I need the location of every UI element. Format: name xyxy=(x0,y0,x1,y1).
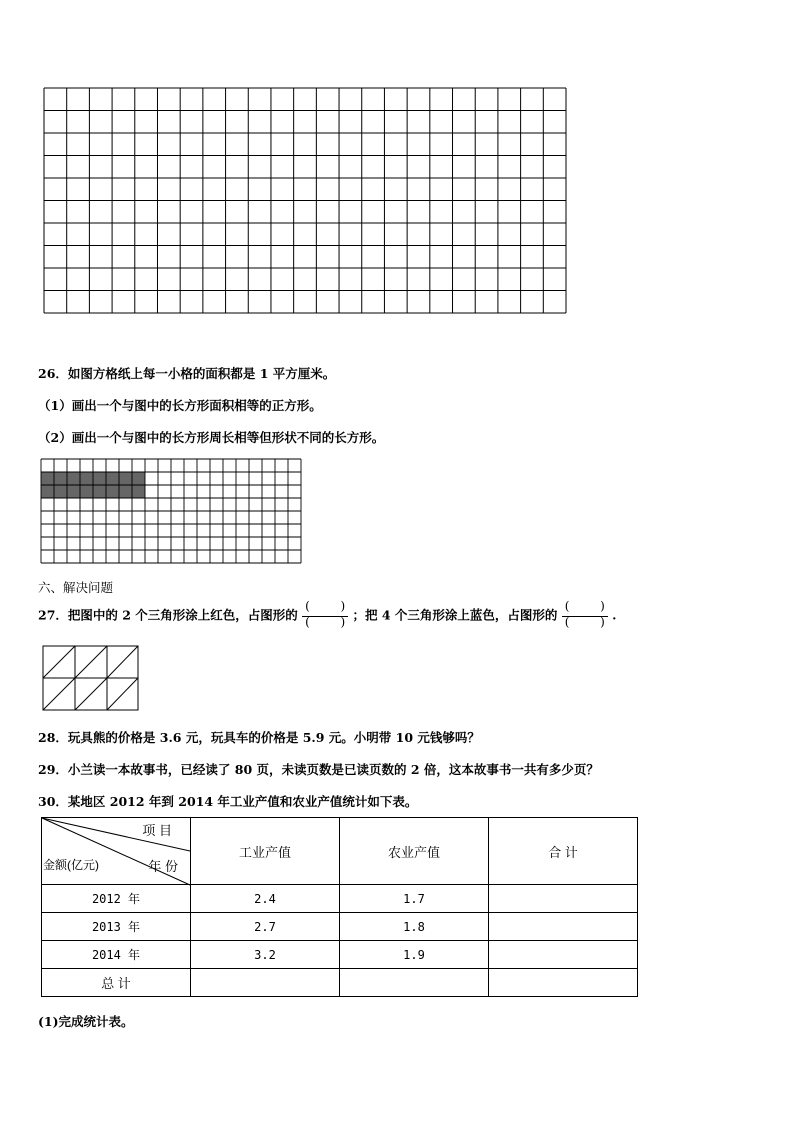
table-row-total xyxy=(42,969,638,997)
row-year: 2013 年 xyxy=(42,913,191,941)
q26-sub2: （2）画出一个与图中的长方形周长相等但形状不同的长方形。 xyxy=(38,430,385,445)
q27-fraction-blank-red[interactable]: ( ) ( ) xyxy=(302,602,348,630)
q27-part2: ；把 4 个三角形涂上蓝色，占图形的 xyxy=(352,607,558,623)
header-amount-label: 金额(亿元) xyxy=(43,858,99,872)
q27-diagonal xyxy=(43,678,75,710)
header-diagonal-cell xyxy=(42,818,191,885)
col-agriculture-header: 农业产值 xyxy=(340,818,489,885)
row-agriculture: 1.7 xyxy=(340,885,489,913)
q30-stat-table xyxy=(41,817,638,997)
table-row xyxy=(42,941,638,969)
q29-text: 29．小兰读一本故事书，已经读了 80 页，未读页数是已读页数的 2 倍，这本故事书一共有多少页？ xyxy=(38,762,599,777)
q26-sub1: （1）画出一个与图中的长方形面积相等的正方形。 xyxy=(38,398,322,413)
q27-diagonal xyxy=(107,646,138,678)
q28-text: 28．玩具熊的价格是 3.6 元，玩具车的价格是 5.9 元。小明带 10 元钱够吗？ xyxy=(38,730,480,745)
total-agriculture-blank[interactable] xyxy=(340,969,489,997)
section6-title: 六、解决问题 xyxy=(38,580,114,595)
q30-text: 30．某地区 2012 年到 2014 年工业产值和农业产值统计如下表。 xyxy=(38,794,418,809)
q27-diagonal xyxy=(107,678,138,710)
q27-part1: 27．把图中的 2 个三角形涂上红色，占图形的 xyxy=(38,607,298,623)
total-total-blank[interactable] xyxy=(489,969,638,997)
q27-diagonal xyxy=(75,646,107,678)
row-industry: 2.7 xyxy=(191,913,340,941)
col-total-header: 合 计 xyxy=(489,818,638,885)
row-year: 2014 年 xyxy=(42,941,191,969)
row-total-blank[interactable] xyxy=(489,913,638,941)
row-year: 2012 年 xyxy=(42,885,191,913)
total-industry-blank[interactable] xyxy=(191,969,340,997)
q27-diagonal xyxy=(75,678,107,710)
table-row xyxy=(42,885,638,913)
table-row xyxy=(42,913,638,941)
row-agriculture: 1.9 xyxy=(340,941,489,969)
header-year-label: 年 份 xyxy=(148,859,178,874)
col-industry-header: 工业产值 xyxy=(191,818,340,885)
total-label: 总 计 xyxy=(42,969,191,997)
row-total-blank[interactable] xyxy=(489,885,638,913)
q27-end: . xyxy=(612,607,617,623)
q27-diagonal xyxy=(43,646,75,678)
q27-fraction-blank-blue[interactable]: ( ) ( ) xyxy=(562,602,608,630)
q30-sub1: (1)完成统计表。 xyxy=(38,1014,134,1029)
row-total-blank[interactable] xyxy=(489,941,638,969)
q26-title: 26．如图方格纸上每一小格的面积都是 1 平方厘米。 xyxy=(38,366,336,381)
header-item-label: 项 目 xyxy=(142,823,172,838)
row-industry: 2.4 xyxy=(191,885,340,913)
row-industry: 3.2 xyxy=(191,941,340,969)
row-agriculture: 1.8 xyxy=(340,913,489,941)
